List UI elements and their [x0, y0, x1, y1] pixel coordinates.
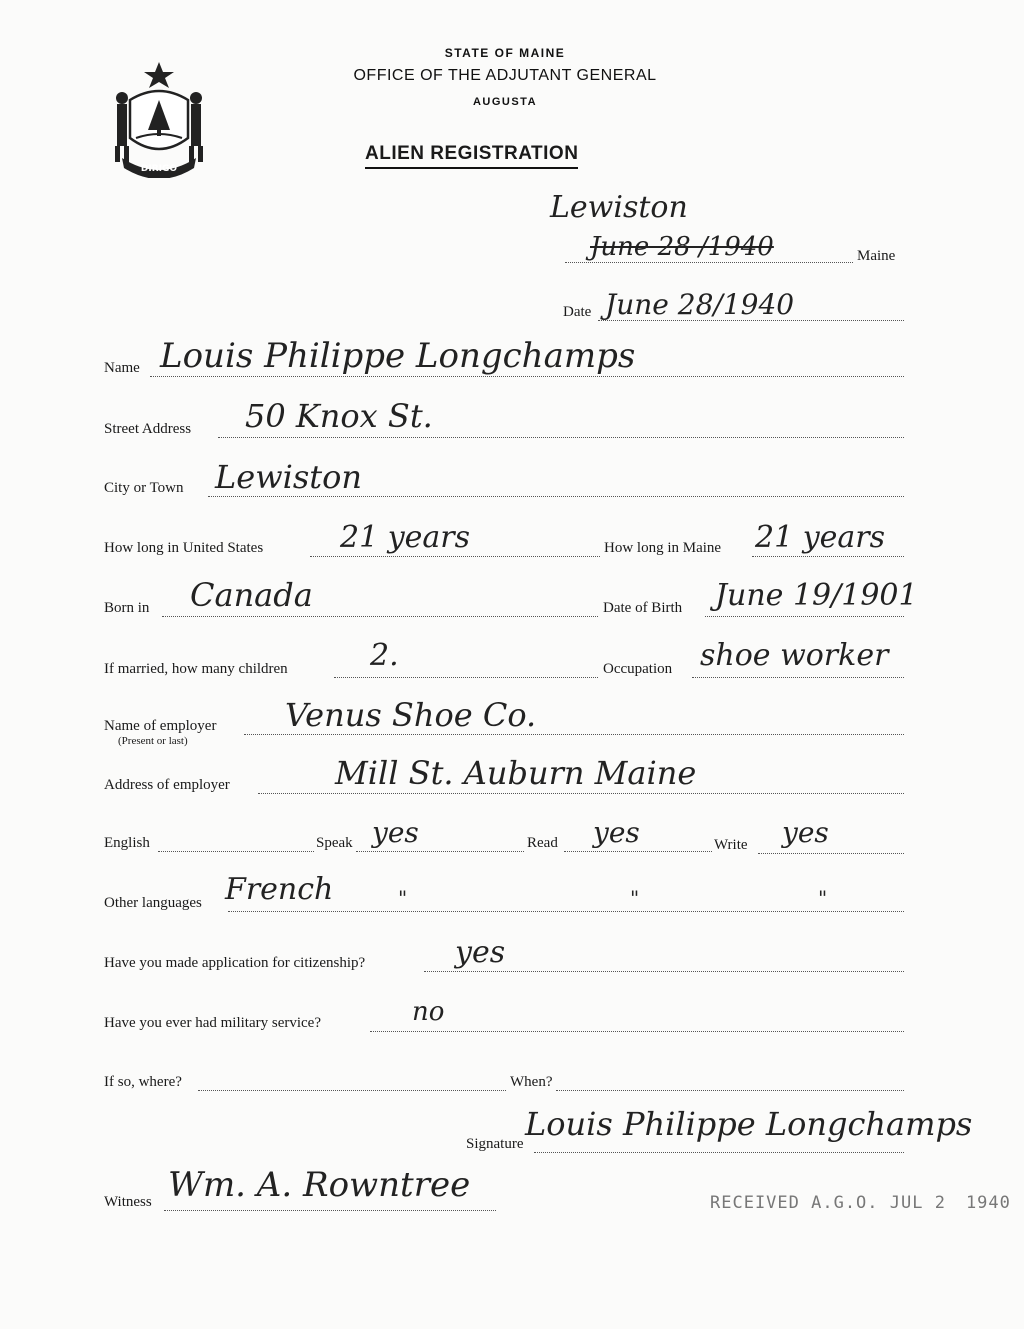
occupation-label: Occupation [603, 661, 673, 677]
write-value: yes [782, 816, 829, 849]
maine-duration-label: How long in Maine [604, 540, 722, 556]
ditto-mark: " [630, 886, 640, 910]
city-value: Lewiston [215, 458, 362, 496]
employer-sublabel: (Present or last) [118, 735, 188, 747]
where-label: If so, where? [104, 1074, 182, 1090]
employer-address-label: Address of employer [104, 777, 230, 793]
street-label: Street Address [104, 421, 192, 437]
maine-duration-line [752, 556, 904, 557]
speak-value: yes [372, 816, 419, 849]
city-line [208, 496, 904, 497]
military-value: no [412, 997, 445, 1027]
witness-value: Wm. A. Rowntree [168, 1165, 471, 1205]
received-stamp-year: 1940 [965, 1193, 1011, 1213]
other-languages-line [228, 911, 904, 912]
signature-line [534, 1152, 904, 1153]
children-label: If married, how many children [104, 661, 288, 677]
born-in-value: Canada [190, 576, 313, 614]
witness-label: Witness [104, 1194, 152, 1210]
other-languages-label: Other languages [104, 895, 202, 911]
place-town-value: Lewiston [550, 190, 688, 225]
signature-label: Signature [466, 1136, 524, 1152]
occupation-line [692, 677, 904, 678]
city-label: City or Town [104, 480, 184, 496]
occupation-value: shoe worker [700, 638, 889, 673]
military-line [370, 1031, 904, 1032]
children-value: 2. [370, 638, 399, 673]
write-line [758, 853, 904, 854]
received-stamp-text: RECEIVED A.G.O. JUL 2 [710, 1193, 946, 1213]
place-line [565, 262, 853, 263]
date-value: June 28/1940 [605, 288, 795, 321]
military-label: Have you ever had military service? [104, 1015, 321, 1031]
employer-line [244, 734, 904, 735]
signature-value: Louis Philippe Longchamps [525, 1105, 973, 1143]
name-line [150, 376, 904, 377]
dob-value: June 19/1901 [715, 578, 918, 613]
citizenship-value: yes [455, 935, 506, 970]
form-title: ALIEN REGISTRATION [365, 143, 578, 169]
received-stamp [710, 1193, 1011, 1213]
city-heading: AUGUSTA [472, 96, 538, 108]
state-heading: STATE OF MAINE [444, 46, 566, 60]
dob-line [705, 616, 904, 617]
employer-address-line [258, 793, 904, 794]
read-line [564, 851, 712, 852]
place-struck-date: June 28 /1940 [590, 232, 774, 262]
maine-duration-value: 21 years [755, 520, 886, 555]
read-label: Read [527, 835, 558, 851]
born-in-label: Born in [104, 600, 150, 616]
citizenship-line [424, 971, 904, 972]
us-duration-label: How long in United States [104, 540, 264, 556]
citizenship-label: Have you made application for citizenship? [104, 955, 366, 971]
where-line [198, 1090, 506, 1091]
english-label: English [104, 835, 150, 851]
read-value: yes [593, 816, 640, 849]
dob-label: Date of Birth [603, 600, 683, 616]
us-duration-value: 21 years [340, 520, 471, 555]
seal-motto: DIRIGO [140, 164, 178, 174]
born-in-line [162, 616, 598, 617]
ditto-mark: " [398, 886, 408, 910]
name-value: Louis Philippe Longchamps [160, 336, 636, 376]
ditto-mark: " [818, 886, 828, 910]
witness-line [164, 1210, 496, 1211]
when-label: When? [510, 1074, 553, 1090]
english-line [158, 851, 314, 852]
other-languages-value: French [225, 872, 334, 907]
date-label: Date [563, 304, 592, 320]
speak-line [356, 851, 524, 852]
employer-address-value: Mill St. Auburn Maine [335, 754, 697, 792]
employer-label: Name of employer [104, 718, 217, 734]
name-label: Name [104, 360, 140, 376]
children-line [334, 677, 598, 678]
street-value: 50 Knox St. [245, 397, 433, 435]
when-line [556, 1090, 904, 1091]
state-label: Maine [857, 248, 896, 264]
speak-label: Speak [316, 835, 353, 851]
us-duration-line [310, 556, 600, 557]
office-heading: OFFICE OF THE ADJUTANT GENERAL [353, 67, 657, 84]
write-label: Write [714, 837, 748, 853]
employer-value: Venus Shoe Co. [285, 696, 537, 734]
street-line [218, 437, 904, 438]
